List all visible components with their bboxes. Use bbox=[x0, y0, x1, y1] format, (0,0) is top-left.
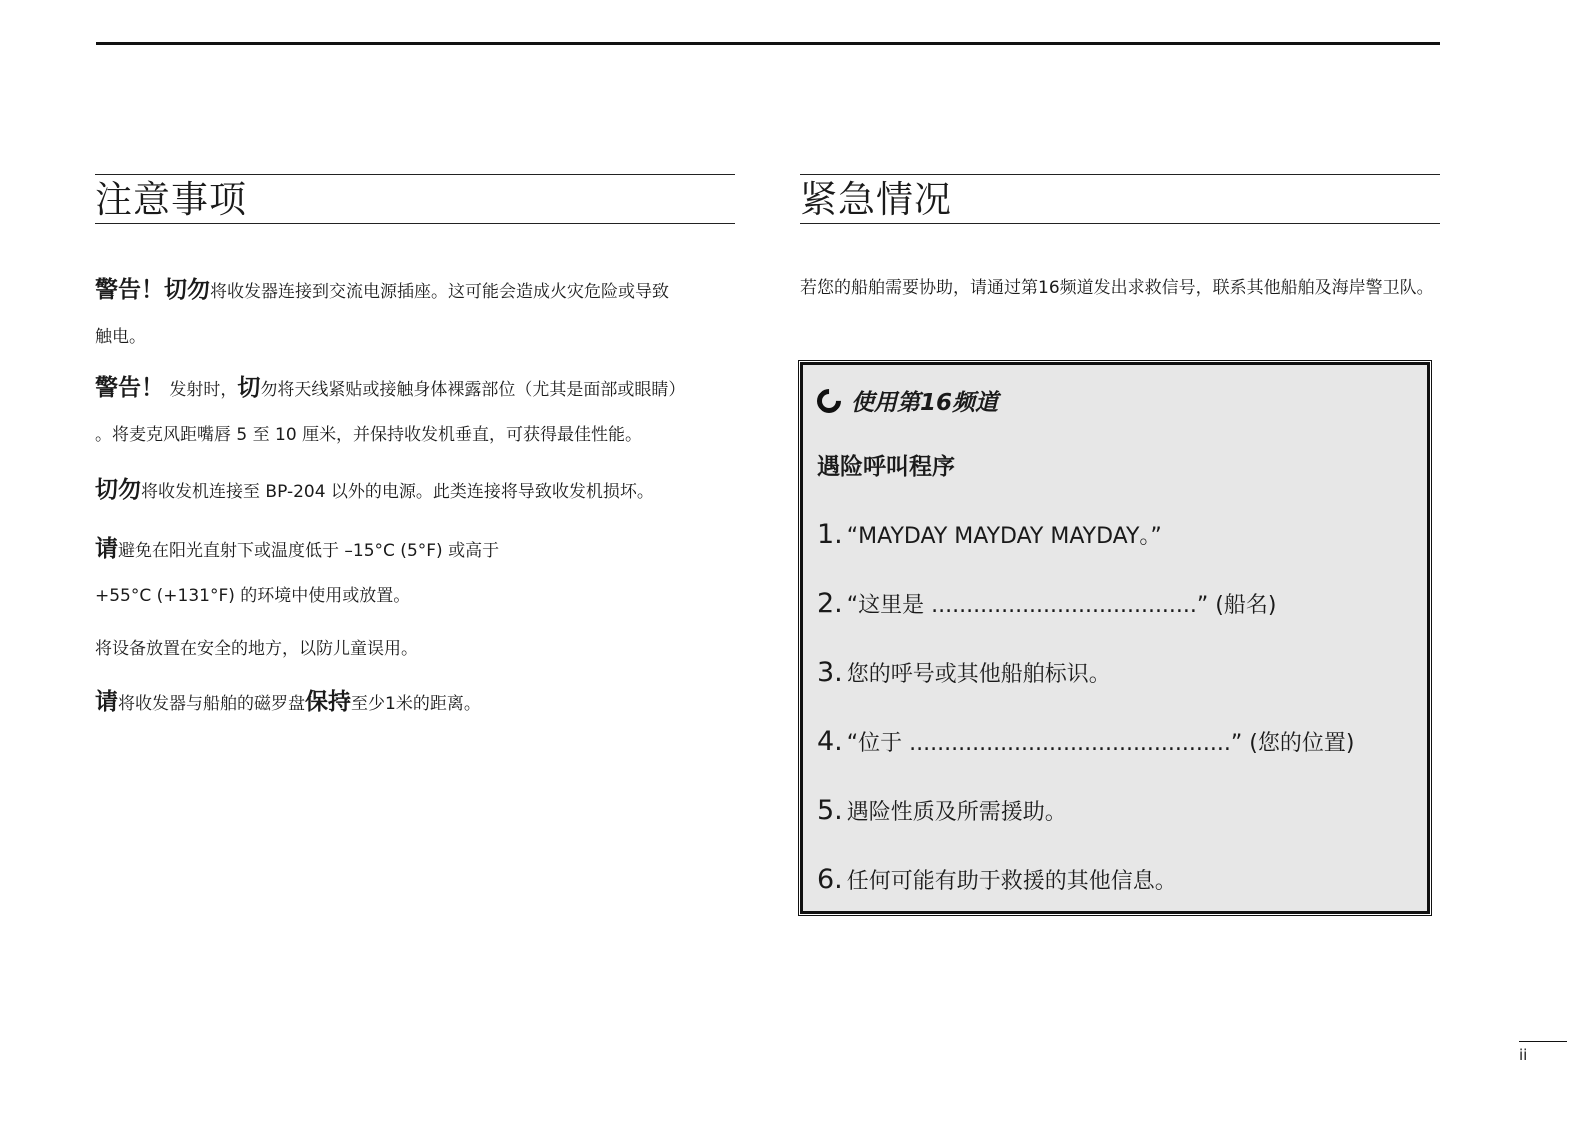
distress-step: 3. 您的呼号或其他船舶标识。 bbox=[817, 657, 1111, 688]
emergency-intro: 若您的船舶需要协助，请通过第16频道发出求救信号，联系其他船舶及海岸警卫队。 bbox=[800, 278, 1434, 298]
distress-steps bbox=[817, 519, 1413, 933]
distress-step: 1. “MAYDAY MAYDAY MAYDAY。” bbox=[817, 519, 1162, 550]
precaution-item: 请避免在阳光直射下或温度低于 –15°C (5°F) 或高于 +55°C (+131°F) 的环境中使用或放置。 bbox=[95, 536, 500, 606]
precaution-item: 警告！ 发射时，切勿将天线紧贴或接触身体裸露部位（尤其是面部或眼睛） 。将麦克风距嘴唇 5 至 10 厘米，并保持收发机垂直，可获得最佳性能。 bbox=[95, 375, 686, 445]
precautions-section bbox=[95, 174, 735, 727]
distress-step: 5. 遇险性质及所需援助。 bbox=[817, 795, 1067, 826]
page-number: ii bbox=[1519, 1046, 1528, 1064]
bullet-icon bbox=[812, 384, 846, 418]
precaution-item: 将设备放置在安全的地方，以防儿童误用。 bbox=[95, 639, 418, 659]
precaution-item: 请将收发器与船舶的磁罗盘保持至少1米的距离。 bbox=[95, 689, 481, 715]
distress-call-box bbox=[800, 362, 1430, 914]
distress-step: 2. “这里是 ......................................” (船名) bbox=[817, 588, 1277, 619]
distress-step: 4. “位于 ..............................................” (您的位置) bbox=[817, 726, 1355, 757]
precaution-item: 切勿将收发机连接至 BP-204 以外的电源。此类连接将导致收发机损坏。 bbox=[95, 477, 654, 503]
page-number-rule bbox=[1519, 1041, 1567, 1042]
distress-procedure-subtitle: 遇险呼叫程序 bbox=[817, 454, 955, 480]
channel16-title: 使用第16频道 bbox=[817, 383, 1413, 423]
emergency-section bbox=[800, 174, 1440, 325]
distress-step: 6. 任何可能有助于救援的其他信息。 bbox=[817, 864, 1177, 895]
precautions-heading: 注意事项 bbox=[95, 174, 735, 224]
top-rule bbox=[96, 42, 1440, 45]
precautions-list bbox=[95, 268, 735, 727]
precaution-item: 警告！切勿将收发器连接到交流电源插座。这可能会造成火灾危险或导致 触电。 bbox=[95, 277, 669, 347]
emergency-heading: 紧急情况 bbox=[800, 174, 1440, 224]
